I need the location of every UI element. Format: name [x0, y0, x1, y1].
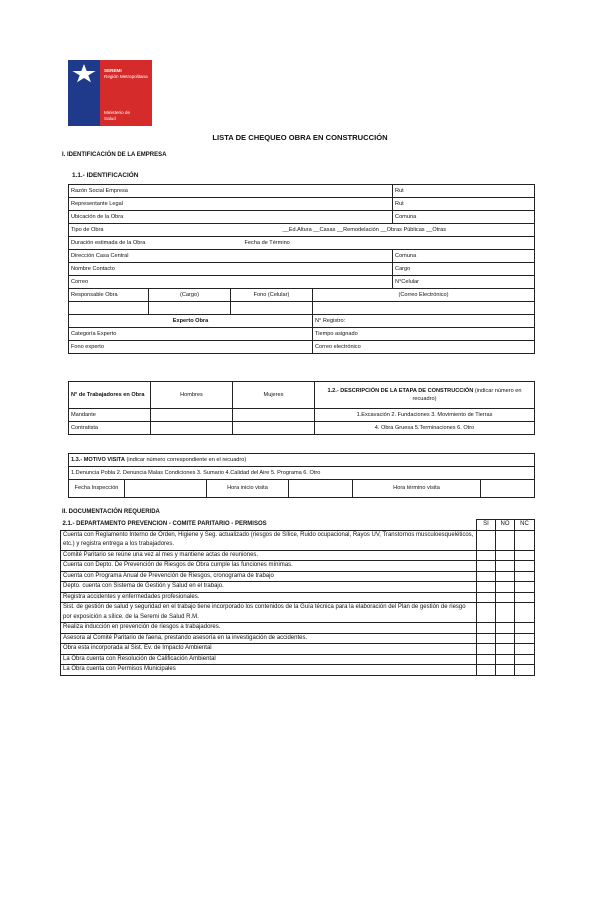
representante-field[interactable]: Representante Legal — [69, 198, 393, 211]
rut-field[interactable]: Rut — [393, 185, 535, 198]
hora-termino-field[interactable] — [481, 480, 535, 498]
hombres-label: Hombres — [151, 382, 233, 409]
hora-inicio-field[interactable] — [289, 480, 353, 498]
check-nc[interactable] — [515, 561, 535, 572]
table-row: Cuenta con Reglamento Interno de Orden, Higiene y Seg. actualizado (riesgos de Sílice, Ruido ocupacional, Rayos UV, Transtornos musculoesqueléticos, etc.) y registra entrega a los trabajadores. — [61, 530, 477, 550]
table-row: Asesora al Comité Paritario de faena, prestando asesoría en la investigación de accidentes. — [61, 633, 477, 644]
motivo-visita-table — [68, 453, 535, 498]
subsection-2-1-heading: 2.1.- DEPARTAMENTO PREVENCIÓN - COMITÉ PARITARIO - PERMISOS — [62, 520, 267, 527]
table-row: Realiza inducción en prevención de riesgos a trabajadores. — [61, 623, 477, 634]
mujeres-label: Mujeres — [233, 382, 315, 409]
table-row: Depto. cuenta con Sistema de Gestión y Salud en el trabajo. — [61, 582, 477, 593]
contratista-label: Contratista — [69, 422, 151, 435]
documentation-table — [60, 519, 535, 676]
star-icon — [72, 64, 96, 84]
etapa-options-1: 1.Excavación 2. Fundaciones 3. Movimiento de Tierras — [315, 409, 535, 422]
rut-field-2[interactable]: Rut — [393, 198, 535, 211]
comuna-field-2[interactable]: Comuna — [393, 250, 535, 263]
col-nc: NC — [515, 520, 535, 531]
fono-label: Fono (Celular) — [231, 289, 313, 302]
check-nc[interactable] — [515, 582, 535, 593]
table-row: La Obra cuenta con Permisos Municipales — [61, 665, 477, 676]
motivo-visita-heading: 1.3.- MOTIVO VISITA (indicar número correspondiente en el recuadro) — [69, 454, 535, 467]
check-si[interactable] — [477, 582, 496, 593]
razon-social-field[interactable]: Razón Social Empresa — [69, 185, 393, 198]
check-si[interactable] — [477, 633, 496, 644]
hora-inicio-label: Hora inicio visita — [207, 480, 289, 498]
mandante-label: Mandante — [69, 409, 151, 422]
check-si[interactable] — [477, 665, 496, 676]
table-row: Sist. de gestión de salud y seguridad en el trabajo tiene incorporado los contenidos de la Guía técnica para la elaboración del Plan de gestión de riesgo por exposición a sílice. de la Seremi de Salud R.M. — [61, 603, 477, 623]
seremi-logo: SEREMI Región Metropolitana Ministerio de Salud — [68, 60, 152, 126]
check-no[interactable] — [496, 550, 515, 561]
check-no[interactable] — [496, 644, 515, 655]
categoria-field[interactable]: Categoría Experto — [69, 328, 313, 341]
check-nc[interactable] — [515, 633, 535, 644]
check-no[interactable] — [496, 603, 515, 623]
cargo-label: (Cargo) — [149, 289, 231, 302]
check-no[interactable] — [496, 571, 515, 582]
table-row: Comité Paritario se reúne una vez al mes y mantiene actas de reuniones. — [61, 550, 477, 561]
table-row: La Obra cuenta con Resolución de Calificación Ambiental — [61, 654, 477, 665]
responsable-label: Responsable Obra — [69, 289, 149, 302]
duracion-field[interactable]: Duración estimada de la Obra Fecha de Término — [69, 237, 535, 250]
check-no[interactable] — [496, 654, 515, 665]
check-no[interactable] — [496, 665, 515, 676]
page-title: LISTA DE CHEQUEO OBRA EN CONSTRUCCIÓN — [212, 133, 388, 142]
check-no[interactable] — [496, 530, 515, 550]
check-si[interactable] — [477, 530, 496, 550]
hora-termino-label: Hora término visita — [353, 480, 481, 498]
check-nc[interactable] — [515, 665, 535, 676]
fecha-inspeccion-label: Fecha Inspección — [69, 480, 125, 498]
check-nc[interactable] — [515, 530, 535, 550]
check-nc[interactable] — [515, 603, 535, 623]
motivo-options: 1.Denuncia Pobla 2. Denuncia Malas Condiciones 3. Sumario 4.Calidad del Aire 5. Programa 6. Otro — [69, 467, 535, 480]
celular-field[interactable]: N°Celular — [393, 276, 535, 289]
check-nc[interactable] — [515, 623, 535, 634]
table-row: Registra accidentes y enfermedades profesionales. — [61, 592, 477, 603]
check-no[interactable] — [496, 592, 515, 603]
table-row: Cuenta con Programa Anual de Prevención de Riesgos, cronograma de trabajo — [61, 571, 477, 582]
check-si[interactable] — [477, 571, 496, 582]
check-nc[interactable] — [515, 550, 535, 561]
fecha-inspeccion-field[interactable] — [125, 480, 207, 498]
correo-field[interactable]: Correo — [69, 276, 393, 289]
check-si[interactable] — [477, 644, 496, 655]
comuna-field[interactable]: Comuna — [393, 211, 535, 224]
check-si[interactable] — [477, 654, 496, 665]
identification-table — [68, 184, 535, 354]
table-row: Obra esta incorporada al Sist. Ev. de Impacto Ambiental — [61, 644, 477, 655]
check-si[interactable] — [477, 603, 496, 623]
correo-experto-field[interactable]: Correo electrónico — [313, 341, 535, 354]
subsection-1-1-heading: 1.1.- IDENTIFICACIÓN — [72, 172, 139, 179]
check-no[interactable] — [496, 623, 515, 634]
ubicacion-field[interactable]: Ubicación de la Obra — [69, 211, 393, 224]
correo-electronico-label: (Correo Electrónico) — [313, 289, 535, 302]
fono-experto-field[interactable]: Fono experto — [69, 341, 313, 354]
etapa-options-2: 4. Obra Gruesa 5.Terminaciones 6. Otro — [315, 422, 535, 435]
check-si[interactable] — [477, 592, 496, 603]
check-nc[interactable] — [515, 644, 535, 655]
tiempo-field[interactable]: Tiempo asignado — [313, 328, 535, 341]
registro-field[interactable]: N° Registro: — [313, 315, 535, 328]
check-no[interactable] — [496, 633, 515, 644]
tipo-obra-field[interactable]: Tipo de Obra __Ed.Altura __Casas __Remodelación __Obras Públicas __Otras — [69, 224, 535, 237]
check-si[interactable] — [477, 623, 496, 634]
workers-table — [68, 381, 535, 435]
table-row: Cuenta con Depto. De Prevención de Riesgos de Obra cumple las funciones mínimas. — [61, 561, 477, 572]
check-nc[interactable] — [515, 592, 535, 603]
check-no[interactable] — [496, 561, 515, 572]
num-trabajadores-label: N° de Trabajadores en Obra — [69, 382, 151, 409]
col-no: NO — [496, 520, 515, 531]
cargo-field[interactable]: Cargo — [393, 263, 535, 276]
section-2-heading: II. DOCUMENTACIÓN REQUERIDA — [62, 509, 160, 515]
experto-obra-label: Experto Obra — [69, 315, 313, 328]
check-si[interactable] — [477, 561, 496, 572]
check-nc[interactable] — [515, 571, 535, 582]
check-no[interactable] — [496, 582, 515, 593]
check-si[interactable] — [477, 550, 496, 561]
col-si: SI — [477, 520, 496, 531]
section-1-heading: I. IDENTIFICACIÓN DE LA EMPRESA — [62, 152, 167, 158]
direccion-field[interactable]: Dirección Casa Central — [69, 250, 393, 263]
contacto-field[interactable]: Nombre Contacto — [69, 263, 393, 276]
etapa-heading: 1.2.- DESCRIPCIÓN DE LA ETAPA DE CONSTRUCCIÓN (indicar número en recuadro) — [315, 382, 535, 409]
check-nc[interactable] — [515, 654, 535, 665]
